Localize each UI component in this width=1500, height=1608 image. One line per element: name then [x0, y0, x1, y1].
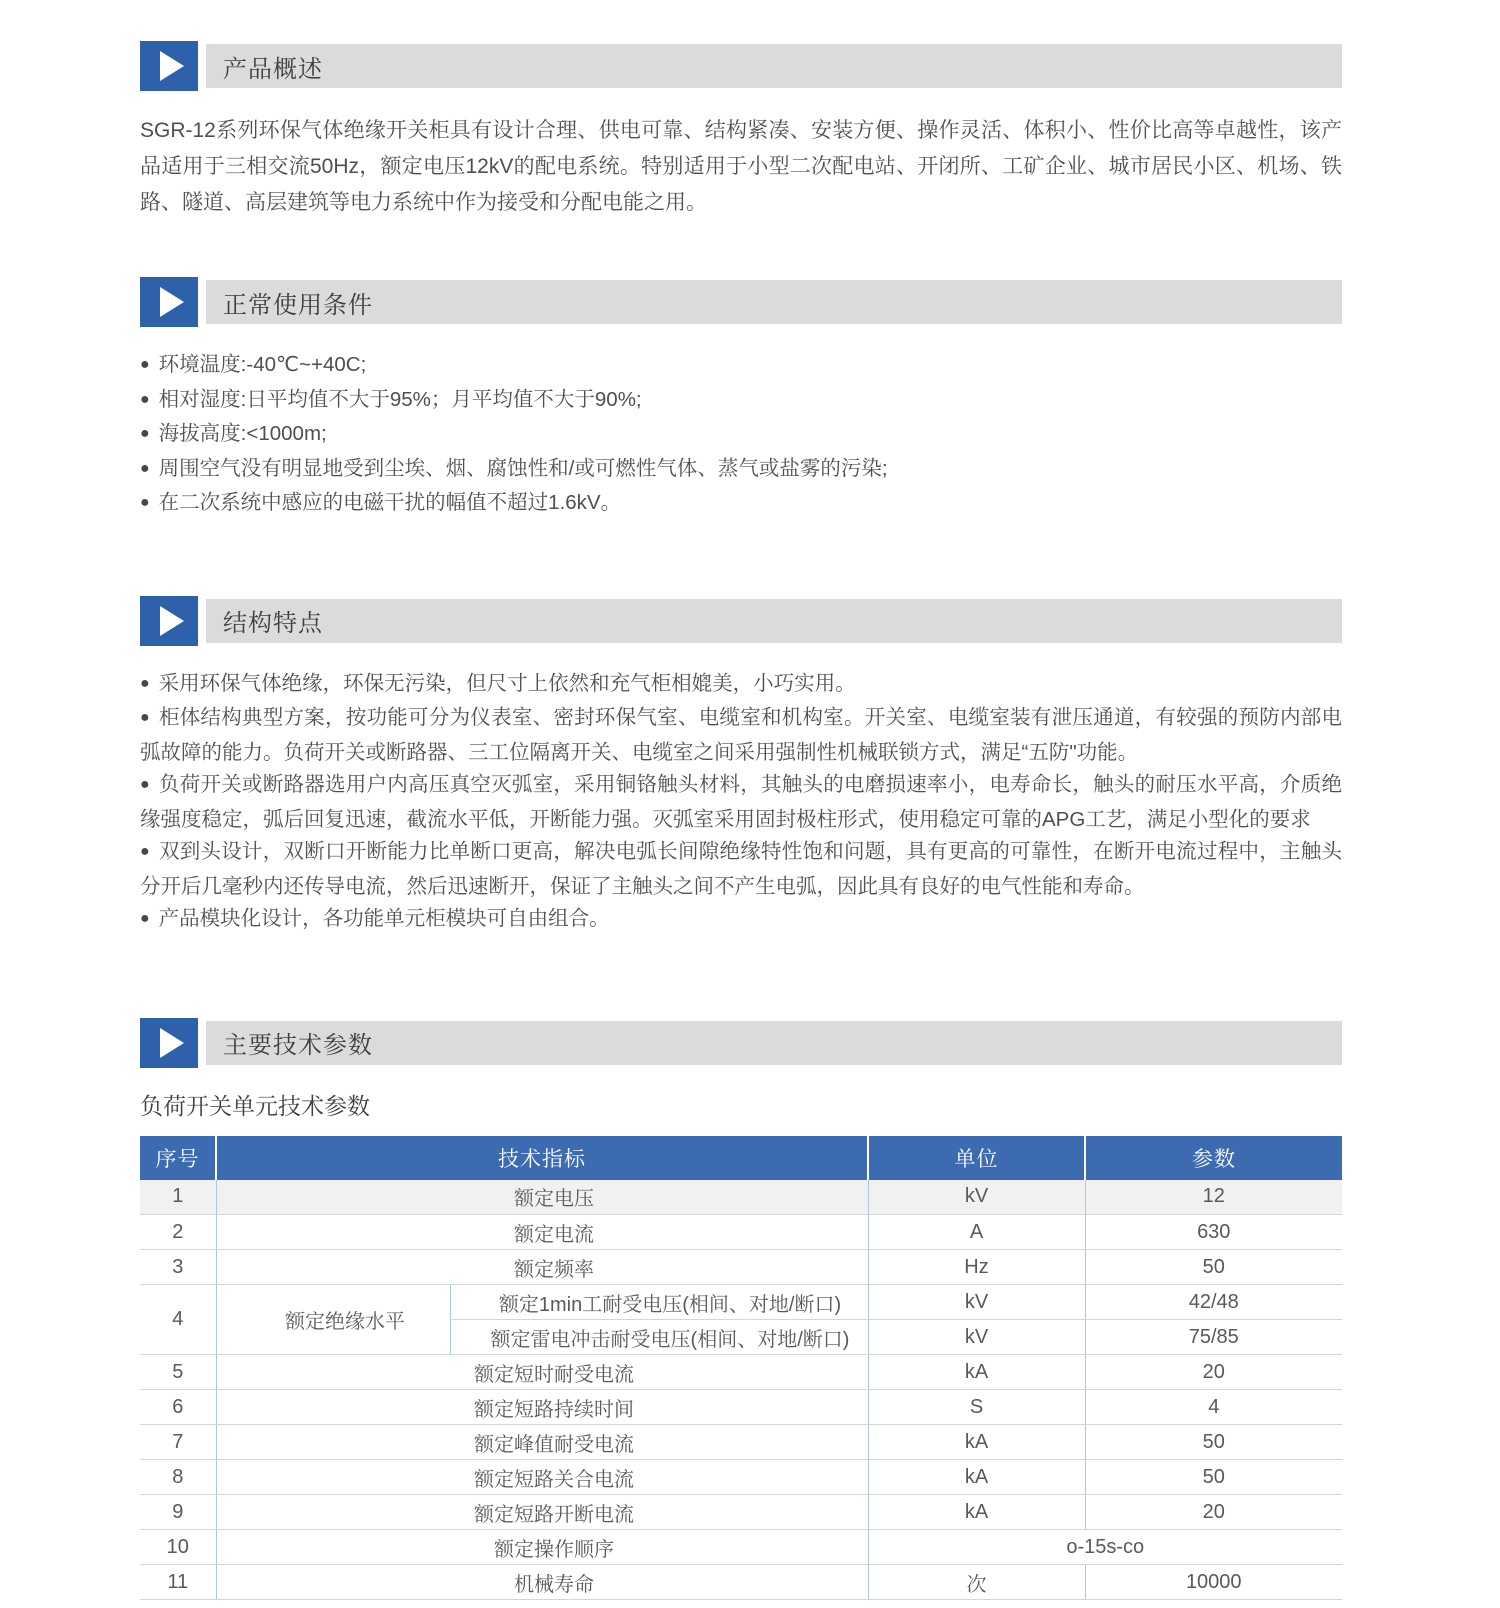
cell-no: 11	[140, 1565, 216, 1600]
cell-param: 630	[1085, 1215, 1342, 1250]
list-item-text: 周围空气没有明显地受到尘埃、烟、腐蚀性和/或可燃性气体、蒸气或盐雾的污染;	[158, 456, 888, 480]
bullet-icon: ●	[140, 674, 150, 692]
section-header-features	[140, 596, 1342, 646]
spacer	[140, 522, 1342, 596]
cell-indicator: 额定短路开断电流	[216, 1495, 868, 1530]
cell-unit: 次	[868, 1565, 1085, 1600]
table-row	[140, 1425, 1342, 1460]
list-item	[140, 487, 1342, 522]
bullet-icon: ●	[140, 776, 150, 793]
cell-unit: kV	[868, 1180, 1085, 1215]
cell-indicator-sub: 额定1min工耐受电压(相间、对地/断口)	[450, 1285, 868, 1320]
section-title-parameters: 主要技术参数	[223, 1032, 373, 1059]
cell-no: 5	[140, 1355, 216, 1390]
list-item-text: 柜体结构典型方案，按功能可分为仪表室、密封环保气室、电缆室和机构室。开关室、电缆室装有泄压通道，有较强的预防内部电弧故障的能力。负荷开关或断路器、三工位隔离开关、电缆室之间采用强制性机械联锁方式，满足“五防"功能。	[140, 706, 1343, 764]
cell-indicator-group: 额定绝缘水平	[216, 1285, 450, 1355]
cell-indicator: 额定电流	[216, 1215, 868, 1250]
list-item-text: 产品模块化设计，各功能单元柜模块可自由组合。	[158, 907, 610, 930]
bullet-icon: ●	[140, 843, 150, 860]
section-title-features: 结构特点	[223, 610, 323, 637]
section-title-overview: 产品概述	[223, 55, 323, 83]
section-title-conditions: 正常使用条件	[223, 291, 373, 319]
list-item-text: 负荷开关或断路器选用户内高压真空灭弧室，采用铜铬触头材料，其触头的电磨损速率小，电寿命长，触头的耐压水平高，介质绝缘强度稳定，弧后回复迅速，截流水平低，开断能力强。灭弧室采用固封极柱形式，使用稳定可靠的APG工艺，满足小型化的要求	[140, 773, 1343, 831]
section-title-bar	[206, 280, 1342, 324]
cell-indicator: 额定操作顺序	[216, 1530, 868, 1565]
cell-param: 50	[1085, 1460, 1342, 1495]
cell-unit: kA	[868, 1355, 1085, 1390]
bullet-icon: ●	[140, 356, 150, 373]
cell-no: 9	[140, 1495, 216, 1530]
section-header-parameters	[140, 1018, 1342, 1068]
list-item	[140, 903, 1342, 938]
cell-no: 1	[140, 1180, 216, 1215]
cell-param: 75/85	[1085, 1320, 1342, 1355]
section-header-conditions	[140, 277, 1342, 327]
cell-indicator: 额定频率	[216, 1250, 868, 1285]
list-item	[140, 453, 1342, 488]
list-item	[140, 769, 1342, 836]
cell-unit: kA	[868, 1425, 1085, 1460]
bullet-icon: ●	[140, 494, 150, 511]
play-triangle-icon	[160, 287, 184, 317]
list-item	[140, 418, 1342, 453]
section-title-bar	[206, 1021, 1342, 1065]
cell-unit: kA	[868, 1460, 1085, 1495]
cell-indicator-sub: 额定雷电冲击耐受电压(相间、对地/断口)	[450, 1320, 868, 1355]
blue-square-icon	[140, 596, 198, 646]
bullet-icon: ●	[140, 425, 150, 442]
table-row	[140, 1460, 1342, 1495]
table-row	[140, 1390, 1342, 1425]
parameters-table	[140, 1136, 1342, 1601]
section-header-overview	[140, 41, 1342, 91]
overview-paragraph: SGR-12系列环保气体绝缘开关柜具有设计合理、供电可靠、结构紧凑、安装方便、操作灵活、体积小、性价比高等卓越性，该产品适用于三相交流50Hz，额定电压12kV的配电系统。特别适用于小型二次配电站、开闭所、工矿企业、城市居民小区、机场、铁路、隧道、高层建筑等电力系统中作为接受和分配电能之用。	[140, 119, 1342, 214]
list-item	[140, 702, 1342, 769]
cell-param: 10000	[1085, 1565, 1342, 1600]
cell-unit: kV	[868, 1320, 1085, 1355]
cell-no: 4	[140, 1285, 216, 1355]
cell-unit: S	[868, 1390, 1085, 1425]
bullet-icon: ●	[140, 910, 150, 927]
list-item	[140, 668, 1342, 703]
cell-param: 42/48	[1085, 1285, 1342, 1320]
cell-indicator: 额定短路持续时间	[216, 1390, 868, 1425]
cell-no: 3	[140, 1250, 216, 1285]
bullet-icon: ●	[140, 459, 150, 477]
list-item	[140, 836, 1342, 903]
list-item	[140, 349, 1342, 384]
table-row	[140, 1530, 1342, 1565]
list-item-text: 双到头设计，双断口开断能力比单断口更高，解决电弧长间隙绝缘特性饱和问题，具有更高的可靠性，在断开电流过程中，主触头分开后几毫秒内还传导电流，然后迅速断开，保证了主触头之间不产生电弧，因此具有良好的电气性能和寿命。	[140, 840, 1343, 898]
cell-unit: Hz	[868, 1250, 1085, 1285]
cell-no: 6	[140, 1390, 216, 1425]
cell-param: 20	[1085, 1495, 1342, 1530]
list-item-text: 环境温度:-40℃~+40C;	[158, 353, 367, 376]
cell-unit: kV	[868, 1285, 1085, 1320]
play-triangle-icon	[160, 51, 184, 81]
cell-no: 10	[140, 1530, 216, 1565]
bullet-icon: ●	[140, 390, 150, 408]
cell-unit: kA	[868, 1495, 1085, 1530]
table-subtitle: 负荷开关单元技术参数	[140, 1092, 370, 1119]
play-triangle-icon	[160, 606, 184, 636]
blue-square-icon	[140, 41, 198, 91]
blue-square-icon	[140, 1018, 198, 1068]
cell-indicator: 额定电压	[216, 1180, 868, 1215]
section-title-bar	[206, 44, 1342, 88]
table-row	[140, 1250, 1342, 1285]
cell-param: 50	[1085, 1425, 1342, 1460]
column-header-no: 序号	[140, 1136, 216, 1180]
cell-indicator: 额定短路关合电流	[216, 1460, 868, 1495]
table-row	[140, 1180, 1342, 1215]
table-row	[140, 1495, 1342, 1530]
cell-indicator: 机械寿命	[216, 1565, 868, 1600]
cell-no: 7	[140, 1425, 216, 1460]
list-item-text: 在二次系统中感应的电磁干扰的幅值不超过1.6kV。	[158, 491, 622, 514]
table-row	[140, 1565, 1342, 1600]
cell-param: 50	[1085, 1250, 1342, 1285]
cell-merged-param: o-15s-co	[868, 1530, 1342, 1565]
cell-indicator: 额定短时耐受电流	[216, 1355, 868, 1390]
table-row	[140, 1355, 1342, 1390]
list-item-text: 采用环保气体绝缘，环保无污染，但尺寸上依然和充气柜相媲美，小巧实用。	[158, 671, 856, 695]
spacer	[140, 938, 1342, 1018]
bullet-icon: ●	[140, 709, 150, 726]
conditions-list	[140, 349, 1342, 522]
list-item	[140, 384, 1342, 419]
table-header-row	[140, 1136, 1342, 1180]
cell-param: 20	[1085, 1355, 1342, 1390]
cell-indicator: 额定峰值耐受电流	[216, 1425, 868, 1460]
list-item-text: 海拔高度:<1000m;	[158, 422, 327, 445]
table-row	[140, 1215, 1342, 1250]
cell-no: 2	[140, 1215, 216, 1250]
list-item-text: 相对湿度:日平均值不大于95%；月平均值不大于90%;	[158, 387, 642, 411]
cell-unit: A	[868, 1215, 1085, 1250]
column-header-param: 参数	[1085, 1136, 1342, 1180]
spacer	[140, 221, 1342, 277]
cell-no: 8	[140, 1460, 216, 1495]
table-row	[140, 1285, 1342, 1320]
section-title-bar	[206, 599, 1342, 643]
features-list	[140, 668, 1342, 938]
blue-square-icon	[140, 277, 198, 327]
play-triangle-icon	[160, 1028, 184, 1058]
cell-param: 4	[1085, 1390, 1342, 1425]
column-header-indicator: 技术指标	[216, 1136, 868, 1180]
content-column	[140, 0, 1342, 1600]
column-header-unit: 单位	[868, 1136, 1085, 1180]
cell-param: 12	[1085, 1180, 1342, 1215]
